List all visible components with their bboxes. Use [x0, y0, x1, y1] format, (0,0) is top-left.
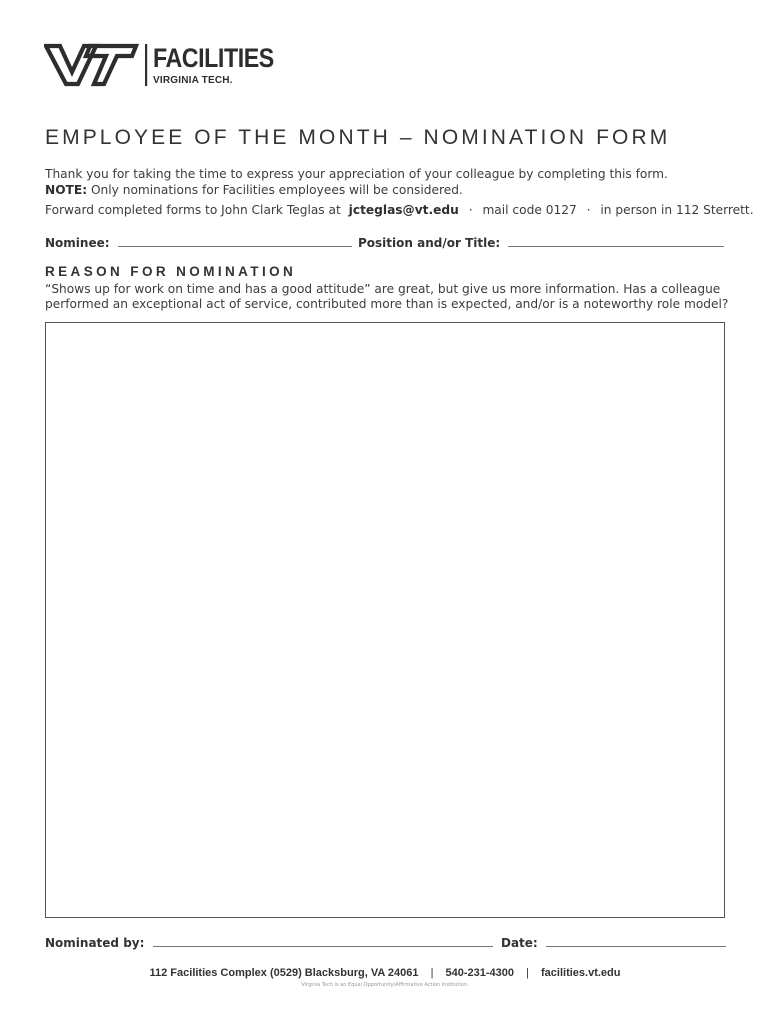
footer-website[interactable]: facilities.vt.edu	[541, 967, 621, 979]
in-person-location: in person in 112 Sterrett.	[600, 203, 754, 217]
forward-instructions	[45, 203, 754, 217]
note-label: NOTE:	[45, 183, 88, 197]
nominee-input-line[interactable]	[118, 236, 352, 247]
note-line	[45, 182, 735, 198]
footer-address: 112 Facilities Complex (0529) Blacksburg, VA 24061	[149, 967, 419, 979]
logo-university-text: VIRGINIA TECH.	[153, 75, 233, 86]
reason-description	[45, 282, 735, 312]
form-title: EMPLOYEE OF THE MONTH – NOMINATION FORM	[45, 126, 671, 149]
position-input-line[interactable]	[508, 236, 724, 247]
date-label: Date:	[501, 936, 538, 950]
contact-email: jcteglas@vt.edu	[348, 203, 459, 217]
position-field	[358, 236, 724, 250]
forward-text: Forward completed forms to John Clark Teglas at	[45, 203, 341, 217]
reason-text-area[interactable]	[45, 322, 725, 918]
footer-phone: 540-231-4300	[445, 967, 515, 979]
date-input-line[interactable]	[546, 936, 726, 947]
dot-separator: ·	[468, 203, 473, 217]
dot-separator: ·	[586, 203, 591, 217]
logo-wordmark	[153, 44, 294, 86]
reason-desc-line: performed an exceptional act of service, contributed more than is expected, and/or is a noteworthy role model?	[45, 297, 729, 311]
logo-facilities-text: FACILITIES	[153, 43, 274, 73]
reason-desc-line: “Shows up for work on time and has a good attitude” are great, but give us more information. Has a colleague	[45, 282, 721, 296]
date-field	[501, 936, 726, 950]
footer-separator: |	[526, 967, 529, 979]
nominated-by-field	[45, 936, 493, 950]
nominee-field	[45, 236, 352, 250]
note-text: Only nominations for Facilities employees will be considered.	[90, 183, 463, 197]
footer-disclaimer: Virginia Tech is an Equal Opportunity/Affirmative Action Institution.	[301, 982, 469, 988]
nominated-by-input-line[interactable]	[153, 936, 493, 947]
reason-heading: REASON FOR NOMINATION	[45, 264, 297, 279]
nominated-by-label: Nominated by:	[45, 936, 145, 950]
form-intro	[45, 166, 735, 198]
intro-line: Thank you for taking the time to express your appreciation of your colleague by completing this form.	[45, 167, 668, 181]
position-label: Position and/or Title:	[358, 236, 501, 250]
footer-separator: |	[430, 967, 434, 979]
nominee-label: Nominee:	[45, 236, 110, 250]
mail-code: mail code 0127	[482, 203, 577, 217]
footer-contact	[0, 967, 770, 979]
